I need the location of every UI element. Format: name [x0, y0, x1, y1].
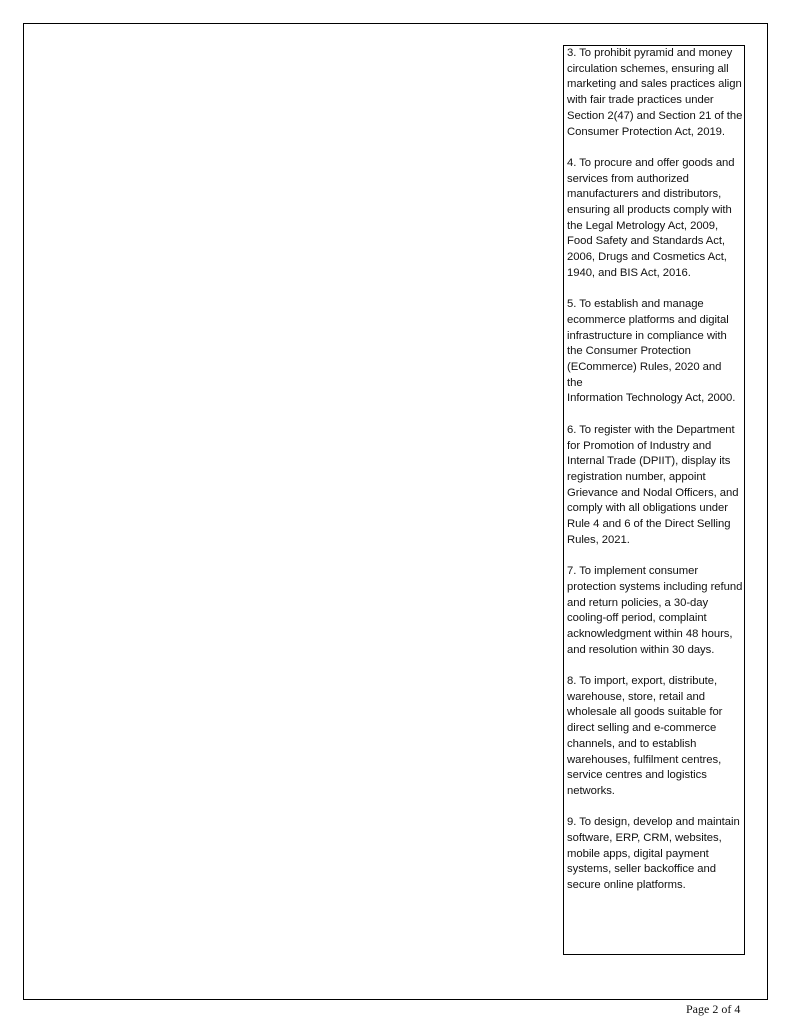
clause-3: 3. To prohibit pyramid and money circulation schemes, ensuring all marketing and sales practices align with fair trade practices under Section 2(47) and Section 21 of the Consumer Protection Act, 2019. — [567, 47, 743, 138]
clause-7: 7. To implement consumer protection systems including refund and return policies, a 30-day cooling-off period, complaint acknowledgment within 48 hours, and resolution within 30 days. — [567, 565, 743, 656]
clause-6: 6. To register with the Department for Promotion of Industry and Internal Trade (DPIIT), display its registration number, appoint Grievance and Nodal Officers, and comply with all obligations under Rule 4 and 6 of the Direct Selling Rules, 2021. — [567, 423, 739, 546]
clause-5: 5. To establish and manage ecommerce platforms and digital infrastructure in compliance with the Consumer Protection (ECommerce) Rules, 2020 and the Information Technology Act, 2000. — [567, 298, 736, 405]
clause-4: 4. To procure and offer goods and services from authorized manufacturers and distributors, ensuring all products comply with the Legal Metrology Act, 2009, Food Safety and Standards Act, 2006, Drugs and Cosmetics Act, 1940, and BIS Act, 2016. — [567, 156, 735, 279]
clause-9: 9. To design, develop and maintain software, ERP, CRM, websites, mobile apps, digital payment systems, seller backoffice and secure online platforms. — [567, 816, 740, 892]
clause-8: 8. To import, export, distribute, warehouse, store, retail and wholesale all goods suitable for direct selling and e-commerce channels, and to establish warehouses, fulfilment centres, service centres and logistics networks. — [567, 675, 723, 797]
objects-clauses-box — [563, 45, 745, 955]
page-number: Page 2 of 4 — [686, 1002, 741, 1016]
